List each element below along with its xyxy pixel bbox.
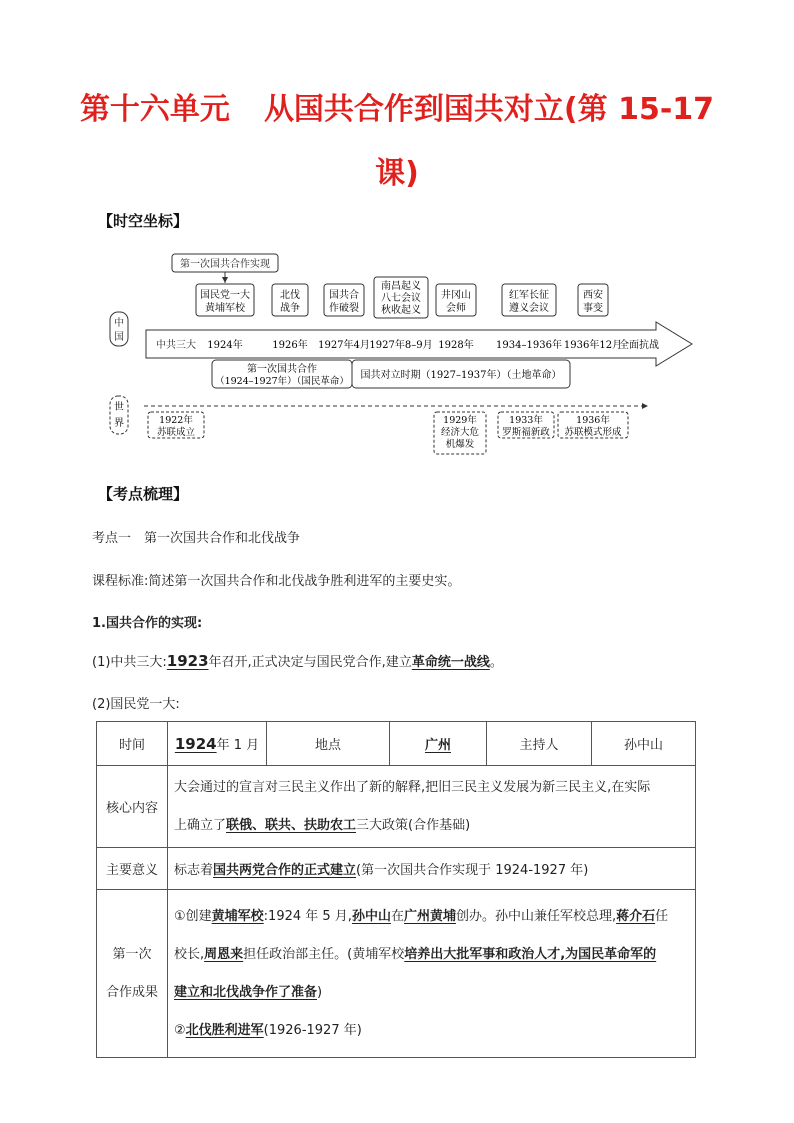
svg-text:会师: 会师: [446, 303, 466, 314]
timeline-date: 1936年12月: [563, 340, 623, 351]
timeline-date: 1924年: [207, 340, 243, 351]
svg-text:黄埔军校: 黄埔军校: [205, 303, 245, 314]
page-title-continued: 课): [375, 156, 419, 191]
top-label: 第一次国共合作实现: [180, 259, 270, 270]
svg-text:战争: 战争: [280, 303, 300, 314]
svg-text:红军长征: 红军长征: [509, 290, 549, 301]
svg-text:秋收起义: 秋收起义: [381, 305, 421, 316]
timeline-diagram: [100, 244, 700, 464]
section-heading-review: 【考点梳理】: [98, 485, 189, 503]
world-event-box: [558, 412, 628, 438]
svg-text:国共对立时期（1927–1937年）（土地革命）: 国共对立时期（1927–1937年）（土地革命）: [360, 370, 562, 381]
svg-text:作破裂: 作破裂: [329, 303, 359, 314]
meaning-content: 标志着国共两党合作的正式建立(第一次国共合作实现于 1924-1927 年): [168, 848, 696, 890]
subheading: 1.国共合作的实现:: [92, 616, 203, 631]
event-box: [196, 284, 254, 316]
svg-text:（1924–1927年）（国民革命）: （1924–1927年）（国民革命）: [215, 376, 349, 387]
place-label: 地点: [267, 722, 390, 766]
core-label: 核心内容: [97, 766, 168, 848]
event-box: [578, 284, 608, 316]
svg-text:经济大危: 经济大危: [440, 427, 480, 438]
timeline-date: 1926年: [272, 340, 308, 351]
svg-text:1929年: 1929年: [443, 415, 477, 426]
svg-text:苏联成立: 苏联成立: [156, 427, 196, 438]
svg-text:苏联模式形成: 苏联模式形成: [564, 427, 622, 438]
svg-text:罗斯福新政: 罗斯福新政: [502, 427, 550, 438]
page-title: 第十六单元 从国共合作到国共对立(第 15-17: [79, 92, 715, 127]
timeline-date: 1934–1936年: [496, 340, 562, 351]
section-heading-map: 【时空坐标】: [98, 212, 189, 230]
world-label-char1: 世: [114, 402, 124, 413]
time-label: 时间: [97, 722, 168, 766]
svg-text:国民党一大: 国民党一大: [200, 290, 250, 301]
svg-text:井冈山: 井冈山: [441, 290, 471, 301]
world-event-box: [434, 412, 486, 454]
svg-text:机爆发: 机爆发: [445, 439, 475, 450]
event-box: [436, 284, 476, 316]
timeline-start: 中共三大: [156, 340, 196, 351]
item-2: (2)国民党一大:: [92, 697, 180, 712]
china-label-char1: 中: [114, 318, 124, 329]
svg-text:第一次国共合作: 第一次国共合作: [247, 364, 317, 375]
item-1: (1)中共三大:1923年召开,正式决定与国民党合作,建立革命统一战线。: [92, 652, 503, 670]
world-event-box: [498, 412, 554, 438]
world-label-char2: 界: [114, 418, 124, 429]
event-box: [374, 277, 428, 318]
svg-text:遵义会议: 遵义会议: [509, 303, 549, 314]
congress-table: [96, 721, 696, 1058]
event-box: [272, 284, 308, 316]
host-label: 主持人: [487, 722, 592, 766]
meaning-label: 主要意义: [97, 848, 168, 890]
timeline-date: 1927年4月: [318, 340, 370, 351]
svg-text:国共合: 国共合: [329, 290, 359, 301]
event-box: [502, 284, 556, 316]
svg-text:西安: 西安: [583, 290, 603, 301]
host-value: 孙中山: [592, 722, 696, 766]
point-heading: 考点一 第一次国共合作和北伐战争: [92, 531, 301, 546]
timeline-end: 全面抗战: [619, 340, 659, 351]
result-content: ①创建黄埔军校:1924 年 5 月,孙中山在广州黄埔创办。孙中山兼任军校总理,蒋介石任 校长,周恩来担任政治部主任。(黄埔军校培养出大批军事和政治人才,为国民革命军的 建立和北伐战争作了准备) ②北伐胜利进军(1926-1927 年): [168, 890, 696, 1058]
timeline-date: 1928年: [438, 340, 474, 351]
china-label-char2: 国: [114, 332, 124, 343]
svg-text:八七会议: 八七会议: [381, 293, 421, 304]
curriculum-standard: 课程标准:简述第一次国共合作和北伐战争胜利进军的主要史实。: [92, 574, 461, 589]
event-box: [324, 284, 364, 316]
svg-text:事变: 事变: [583, 303, 603, 314]
svg-text:南昌起义: 南昌起义: [381, 281, 421, 292]
timeline-date: 1927年8–9月: [369, 340, 433, 351]
svg-text:1933年: 1933年: [509, 415, 543, 426]
time-value: 1924年 1 月: [168, 722, 267, 766]
world-event-box: [148, 412, 204, 438]
svg-text:1922年: 1922年: [159, 415, 193, 426]
svg-text:北伐: 北伐: [280, 290, 300, 301]
place-value: 广州: [390, 722, 487, 766]
svg-text:1936年: 1936年: [576, 415, 610, 426]
core-content: 大会通过的宣言对三民主义作出了新的解释,把旧三民主义发展为新三民主义,在实际 上确立了联俄、联共、扶助农工三大政策(合作基础): [168, 766, 696, 848]
result-label: 第一次 合作成果: [97, 890, 168, 1058]
